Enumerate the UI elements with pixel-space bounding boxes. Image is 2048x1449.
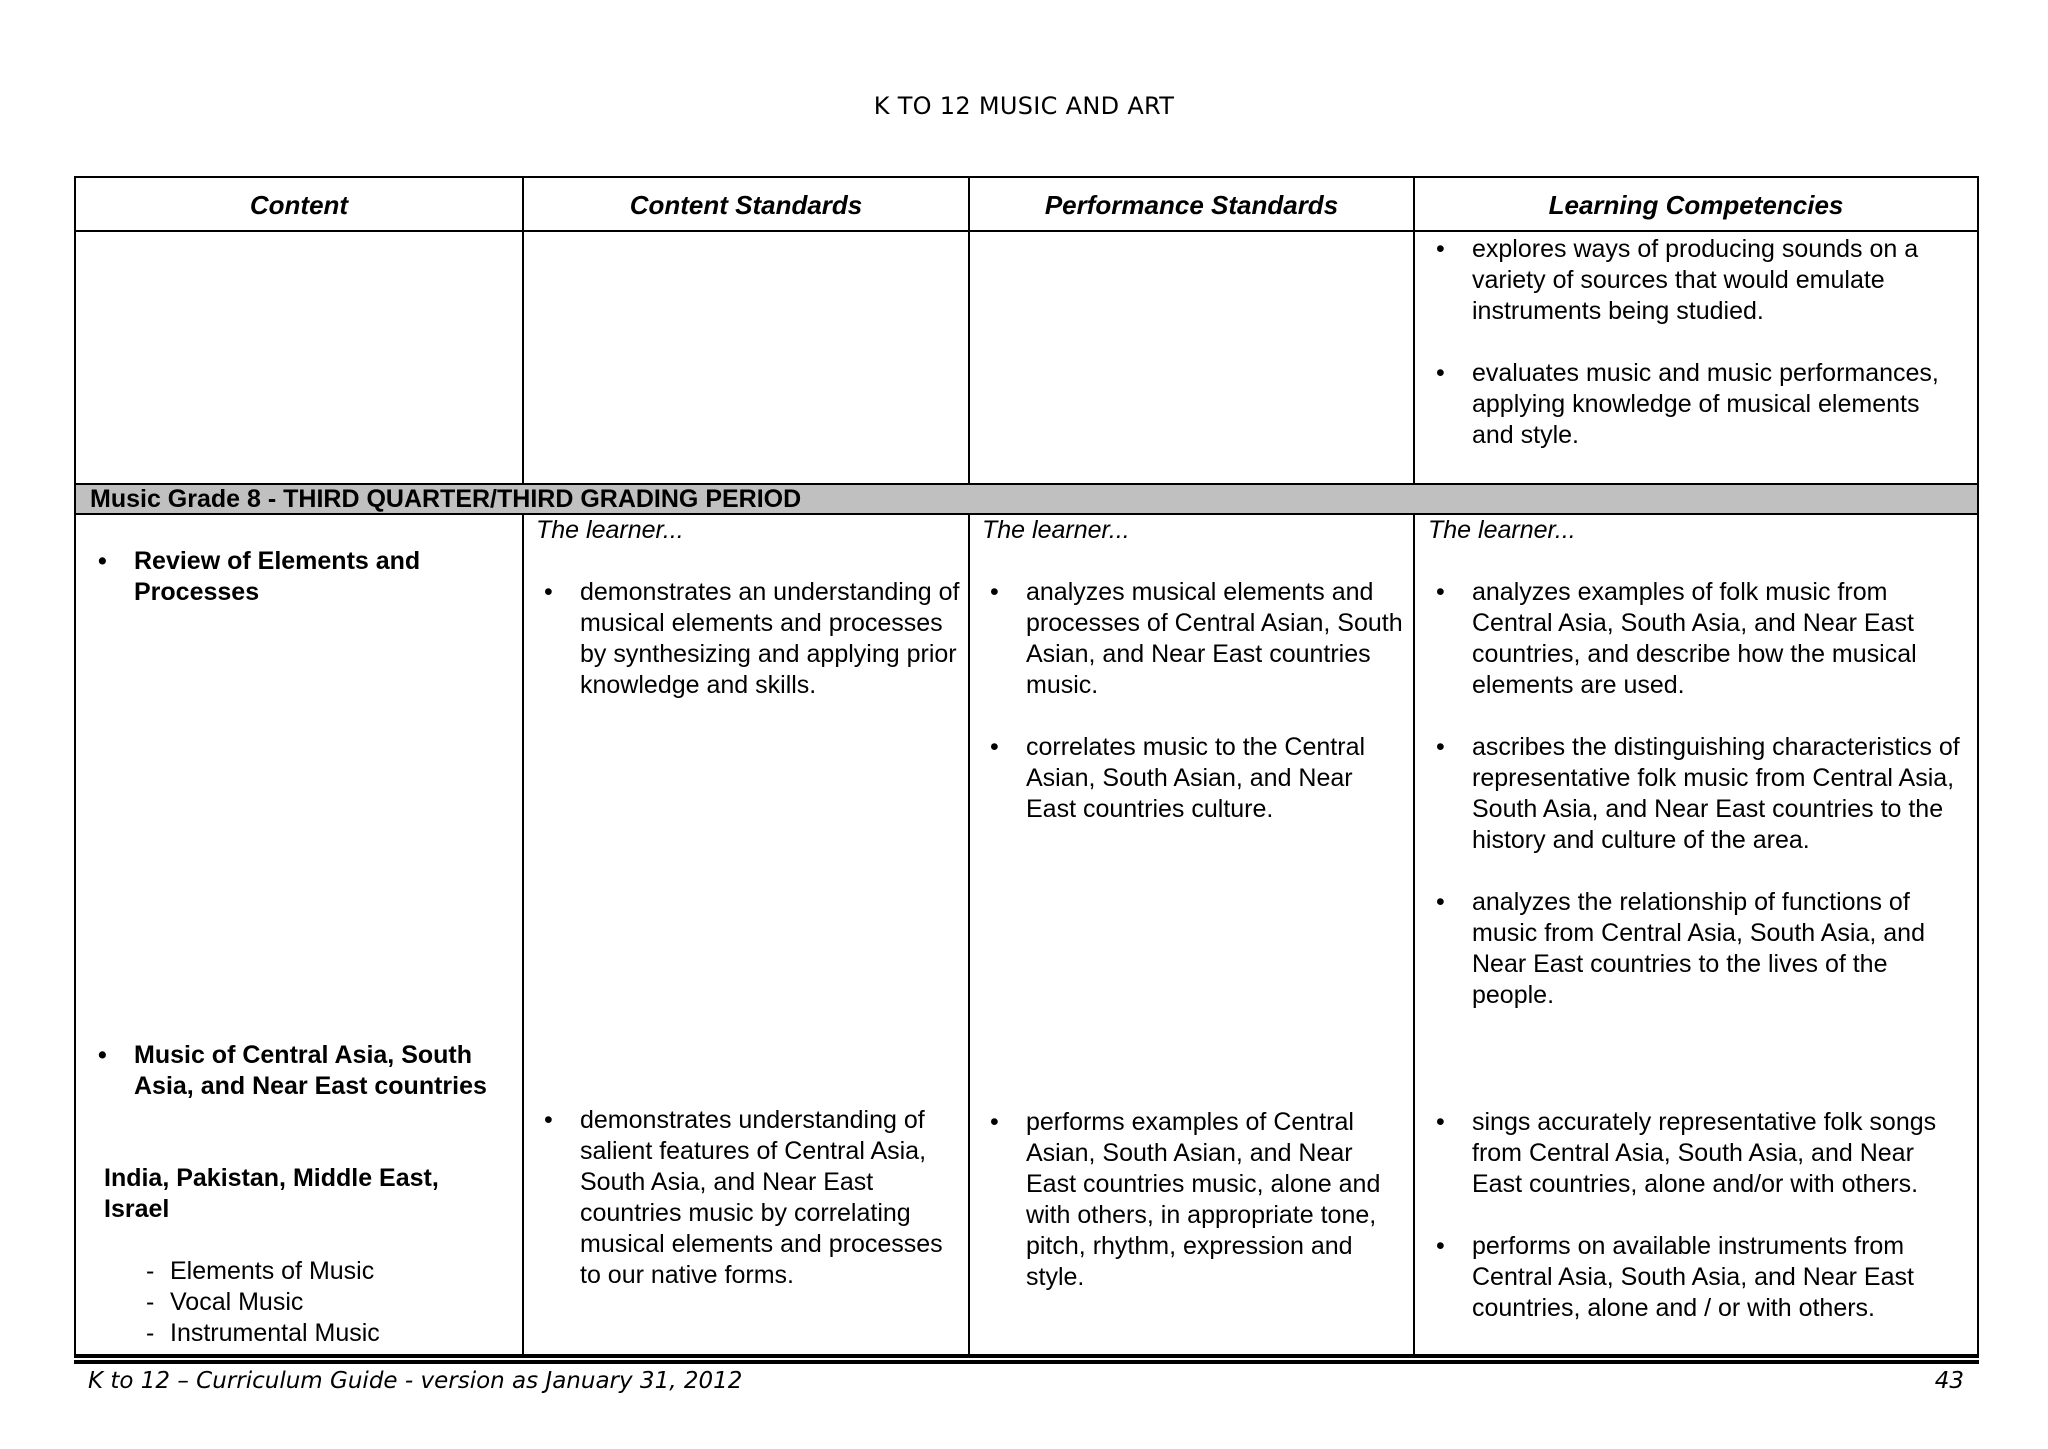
- content-topic: • Music of Central Asia, South Asia, and Near East countries: [90, 1040, 510, 1102]
- content-topic: • Review of Elements and Processes: [90, 546, 510, 608]
- learning-competencies-list: [1428, 577, 1968, 1042]
- learning-competencies-list: [1428, 1107, 1968, 1355]
- section-label: Music Grade 8 - THIRD QUARTER/THIRD GRADING PERIOD: [90, 485, 802, 513]
- content-topic-review: [90, 546, 510, 639]
- learner-intro: The learner...: [536, 516, 684, 544]
- performance-standard-item: • analyzes musical elements and processes of Central Asian, South Asian, and Near East countries music.: [982, 577, 1407, 701]
- header-learning-competencies: Learning Competencies: [1548, 190, 1844, 220]
- content-standard: [536, 1105, 961, 1322]
- curriculum-table: [74, 176, 1979, 1356]
- content-standard-item: • demonstrates an understanding of musical elements and processes by synthesizing and applying prior knowledge and skills.: [536, 577, 961, 701]
- competency-item: • explores ways of producing sounds on a variety of sources that would emulate instruments being studied.: [1428, 234, 1963, 327]
- subtopic-item: - Vocal Music: [142, 1287, 502, 1318]
- learner-intro: The learner...: [1428, 516, 1576, 544]
- content-standard-item: • demonstrates understanding of salient features of Central Asia, South Asia, and Near East countries music by correlating musical elements and processes to our native forms.: [536, 1105, 961, 1291]
- content-regions: India, Pakistan, Middle East, Israel: [104, 1164, 439, 1223]
- page-number: 43: [1934, 1368, 1964, 1394]
- content-topic-central-asia: [90, 1040, 510, 1102]
- column-divider: [968, 515, 970, 1354]
- content-standard: [536, 577, 961, 732]
- header-content-standards: Content Standards: [629, 190, 863, 220]
- column-divider: [1413, 515, 1415, 1354]
- column-divider: [522, 515, 524, 1354]
- competency-item: • analyzes examples of folk music from Central Asia, South Asia, and Near East countries, and describe how the musical elements are used.: [1428, 577, 1968, 701]
- competency-item: • analyzes the relationship of functions of music from Central Asia, South Asia, and Near East countries to the lives of the people.: [1428, 887, 1968, 1011]
- header-performance-standards: Performance Standards: [1044, 190, 1339, 220]
- performance-standards-list: [982, 1107, 1407, 1324]
- section-band: [76, 483, 1977, 515]
- performance-standard-item: • performs examples of Central Asian, South Asian, and Near East countries music, alone and with others, in appropriate tone, pitch, rhythm, expression and style.: [982, 1107, 1407, 1293]
- continued-competencies: [1428, 234, 1963, 482]
- learner-intro: The learner...: [982, 516, 1130, 544]
- document-title: K TO 12 MUSIC AND ART: [873, 92, 1175, 120]
- subtopic-item: - Elements of Music: [142, 1256, 502, 1287]
- competency-item: • performs on available instruments from Central Asia, South Asia, and Near East countries, alone and / or with others.: [1428, 1231, 1968, 1324]
- competency-item: • evaluates music and music performances, applying knowledge of musical elements and style.: [1428, 358, 1963, 451]
- footer-rule: [74, 1356, 1979, 1364]
- competency-item: • ascribes the distinguishing characteristics of representative folk music from Central Asia, South Asia, and Near East countries to the history and culture of the area.: [1428, 732, 1968, 856]
- competency-item: • sings accurately representative folk songs from Central Asia, South Asia, and Near East countries, alone and/or with others.: [1428, 1107, 1968, 1200]
- footer-version: K to 12 – Curriculum Guide - version as January 31, 2012: [88, 1368, 743, 1394]
- subtopic-item: - Instrumental Music: [142, 1318, 502, 1349]
- performance-standards-list: [982, 577, 1407, 856]
- performance-standard-item: • correlates music to the Central Asian, South Asian, and Near East countries culture.: [982, 732, 1407, 825]
- content-subtopics: [142, 1256, 502, 1349]
- header-content: Content: [249, 190, 349, 220]
